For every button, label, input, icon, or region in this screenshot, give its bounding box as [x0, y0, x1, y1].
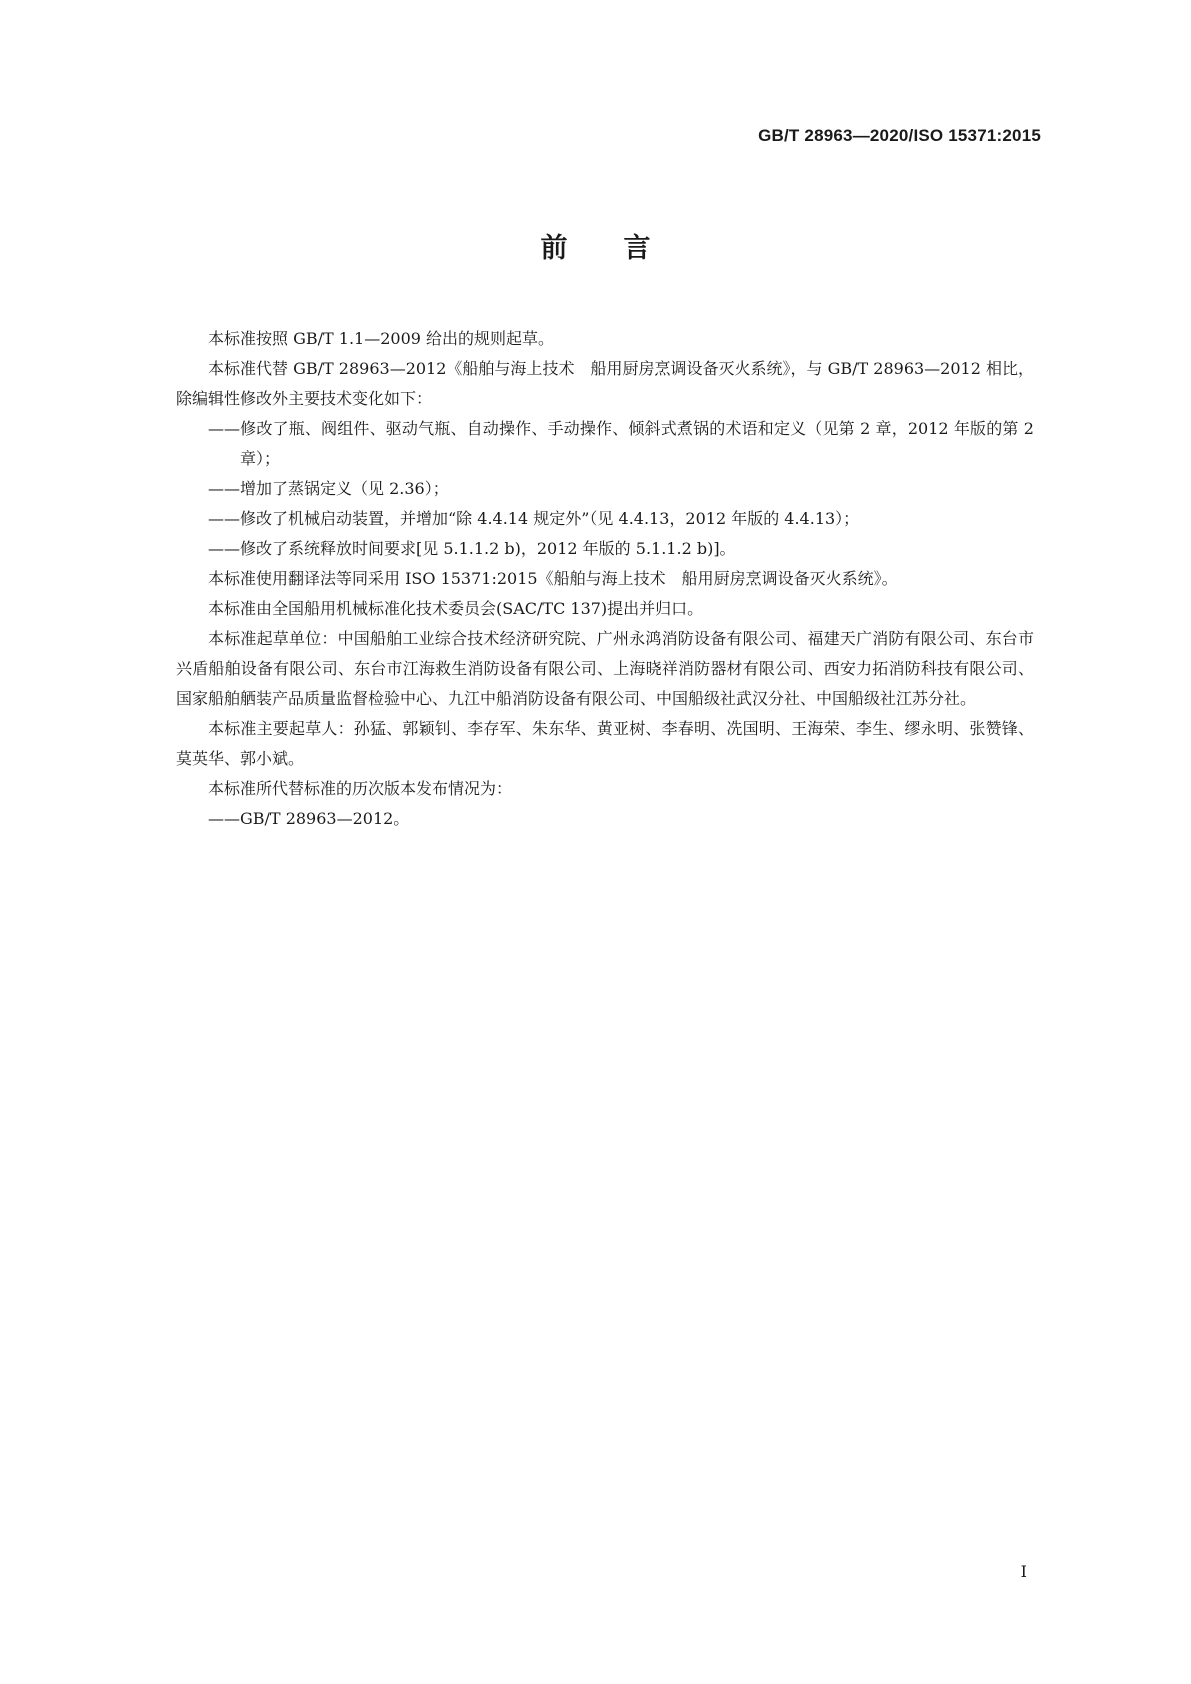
list-item: ——修改了机械启动装置，并增加“除 4.4.14 规定外”（见 4.4.13，2012 年版的 4.4.13）；: [208, 509, 860, 528]
paragraph: 本标准使用翻译法等同采用 ISO 15371:2015《船舶与海上技术 船用厨房烹调设备灭火系统》。: [208, 569, 898, 588]
paragraph: 本标准所代替标准的历次版本发布情况为：: [208, 779, 513, 798]
document-body: [176, 324, 1034, 834]
page-title: 前言: [540, 233, 707, 264]
paragraph: 本标准起草单位：中国船舶工业综合技术经济研究院、广州永鸿消防设备有限公司、福建天广消防有限公司、东台市兴盾船舶设备有限公司、东台市江海救生消防设备有限公司、上海晓祥消防器材有限公司、西安力拓消防科技有限公司、国家船舶舾装产品质量监督检验中心、九江中船消防设备有限公司、中国船级社武汉分社、中国船级社江苏分社。: [176, 629, 1034, 708]
list-item: ——GB/T 28963—2012。: [208, 809, 410, 828]
paragraph: 本标准主要起草人：孙猛、郭颖钊、李存军、朱东华、黄亚树、李春明、冼国明、王海荣、李生、缪永明、张赞锋、莫英华、郭小斌。: [176, 719, 1034, 768]
list-item: ——修改了瓶、阀组件、驱动气瓶、自动操作、手动操作、倾斜式煮锅的术语和定义（见第 2 章，2012 年版的第 2 章）；: [208, 419, 1034, 468]
paragraph: 本标准按照 GB/T 1.1—2009 给出的规则起草。: [208, 329, 555, 348]
list-item: ——修改了系统释放时间要求[见 5.1.1.2 b)，2012 年版的 5.1.1.2 b)]。: [208, 539, 736, 558]
page-number: I: [1020, 1562, 1027, 1581]
paragraph: 本标准代替 GB/T 28963—2012《船舶与海上技术 船用厨房烹调设备灭火系统》，与 GB/T 28963—2012 相比，除编辑性修改外主要技术变化如下：: [176, 359, 1034, 408]
paragraph: 本标准由全国船用机械标准化技术委员会(SAC/TC 137)提出并归口。: [208, 599, 704, 618]
list-item: ——增加了蒸锅定义（见 2.36）；: [208, 479, 449, 498]
standard-code: GB/T 28963—2020/ISO 15371:2015: [758, 126, 1041, 145]
